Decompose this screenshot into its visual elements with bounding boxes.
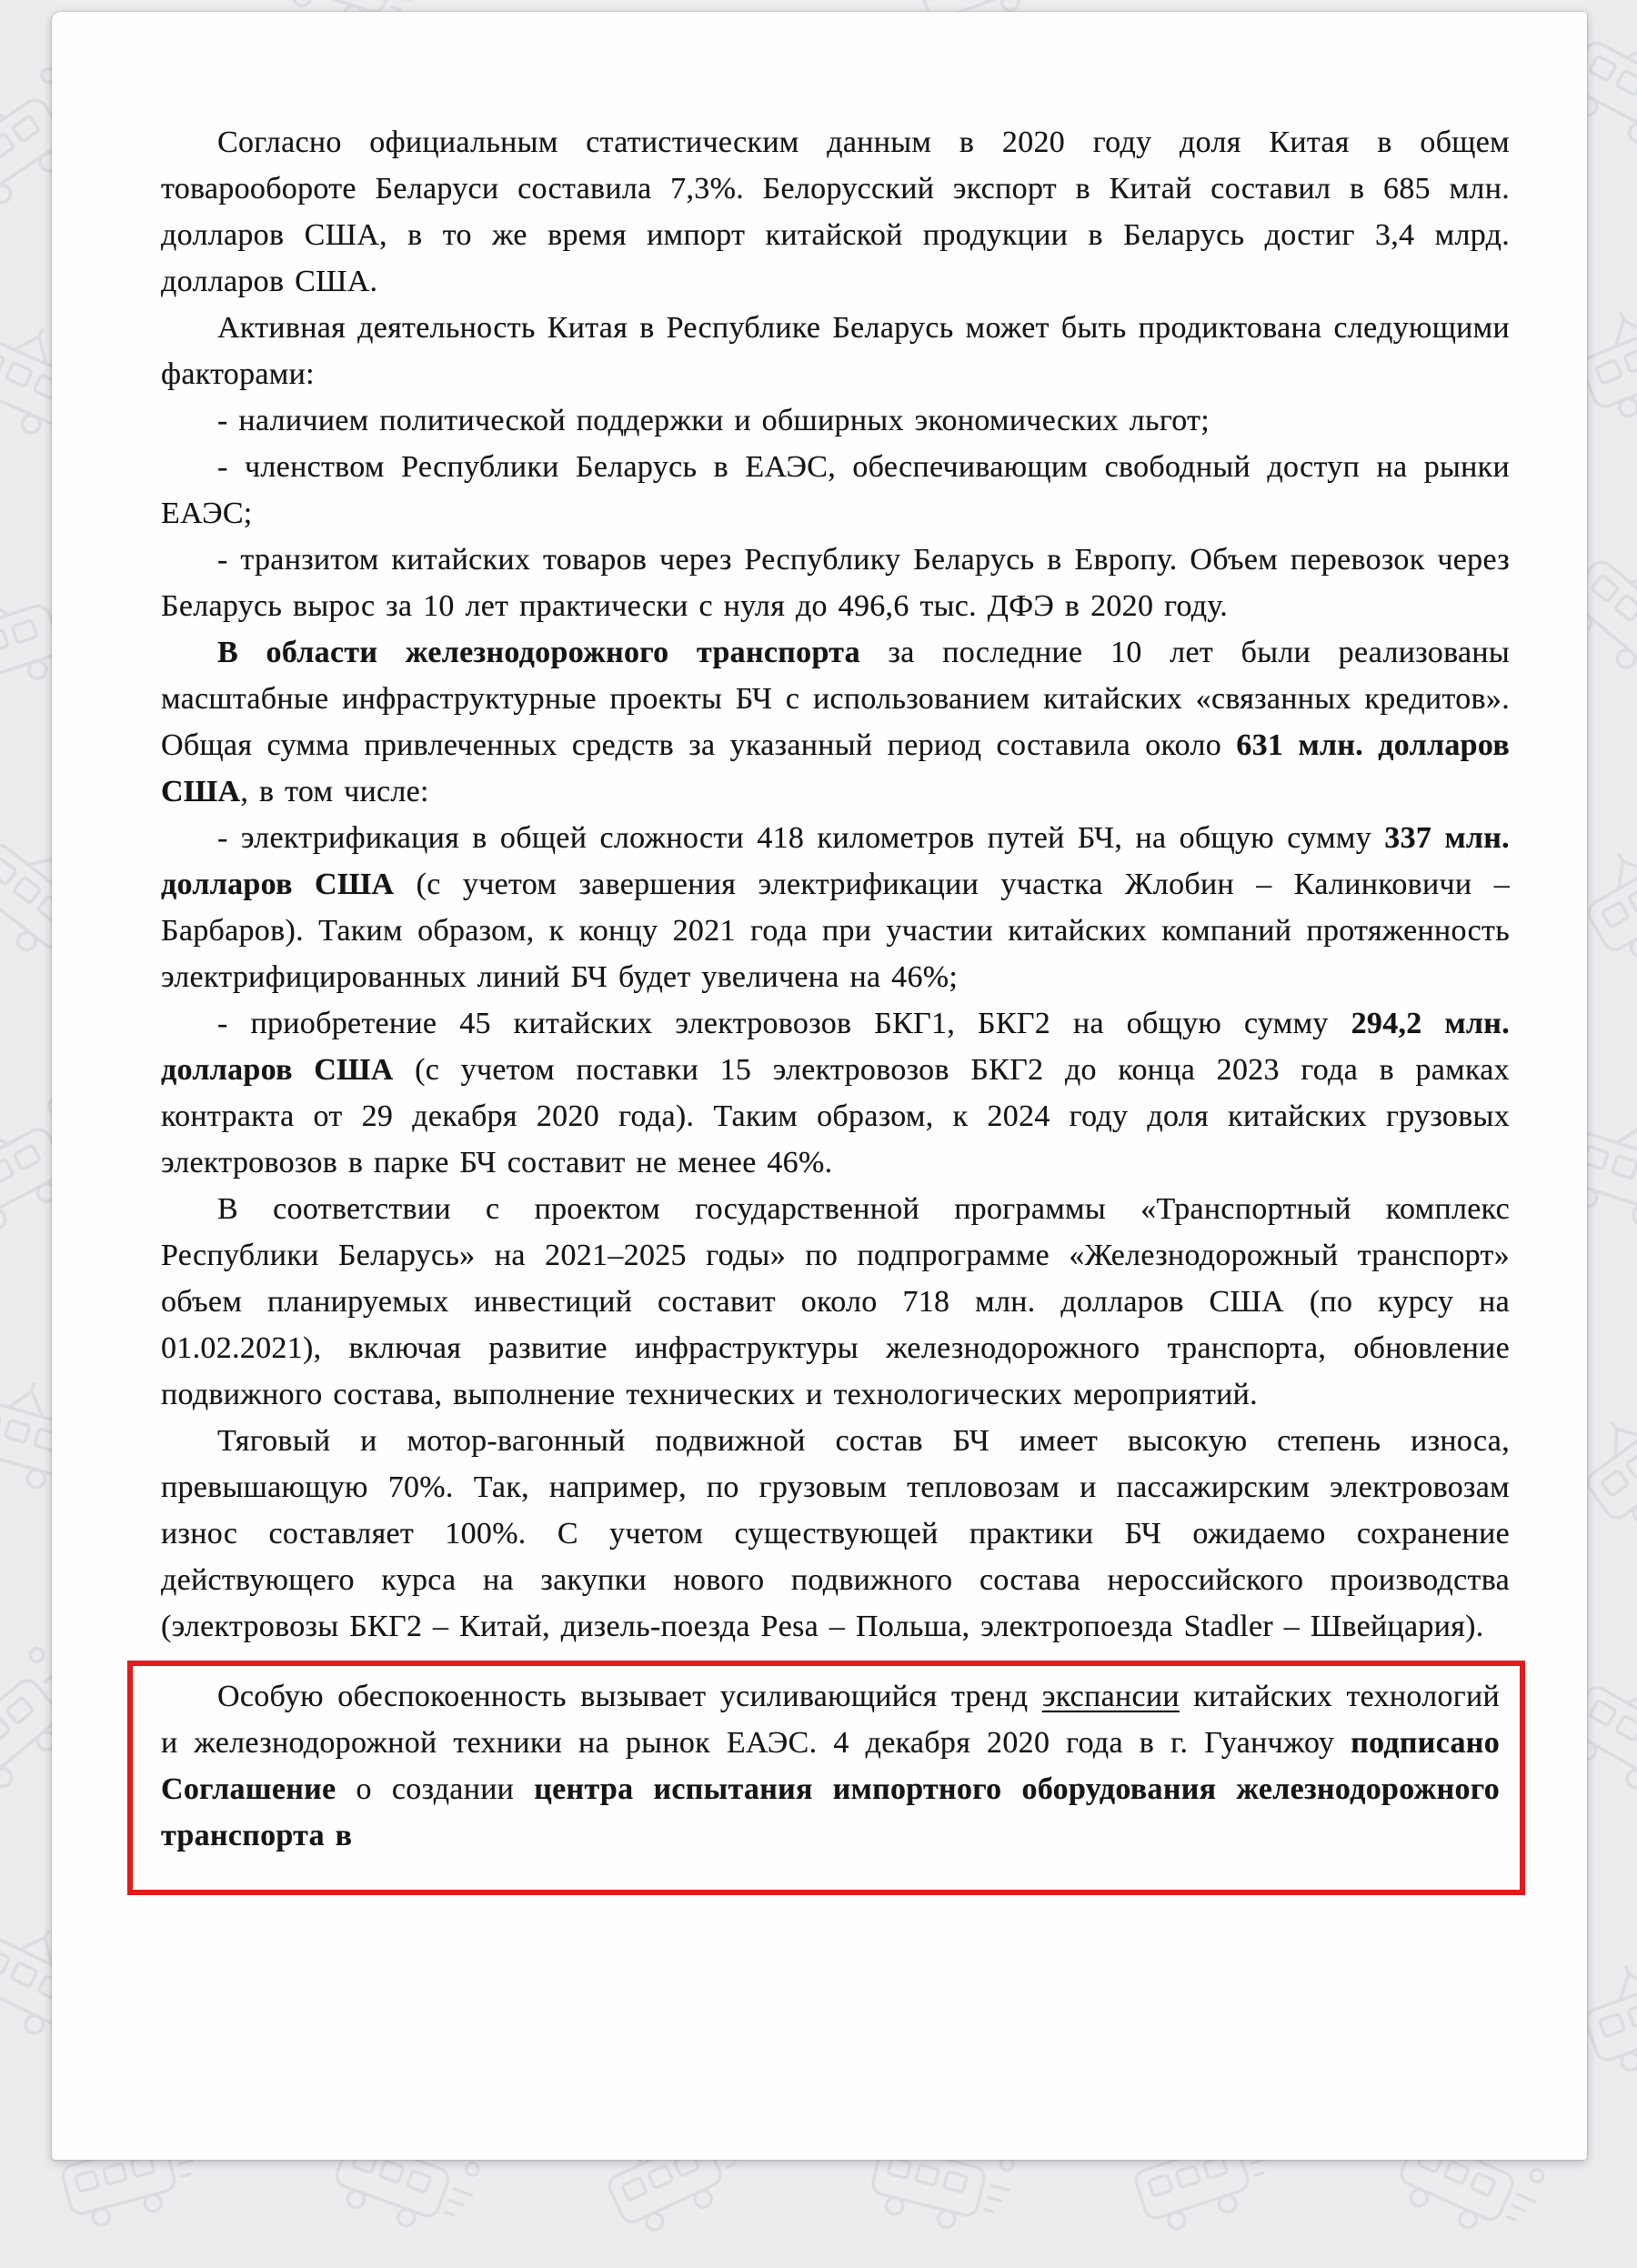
text-run: подписано Соглашение [161,1726,1500,1806]
text-run: - транзитом китайских товаров через Республику Беларусь в Европу. Объем перевозок через Беларусь вырос за 10 лет практически с нуля до 496,6 тыс. ДФЭ в 2020 году. [161,543,1510,623]
text-run: В соответствии с проектом государственной программы «Транспортный комплекс Республики Беларусь» на 2021–2025 годы» по подпрограмме «Железнодорожный транспорт» объем планируемых инвестиций составит около 718 млн. долларов США (по курсу на 01.02.2021), включая развитие инфраструктуры железнодорожного транспорта, обновление подвижного состава, выполнение технических и технологических мероприятий. [161,1192,1510,1411]
text-run: центра испытания импортного оборудования железнодорожного транспорта в [161,1772,1501,1852]
text-run: - наличием политической поддержки и обширных экономических льгот; [217,404,1210,437]
para-trade-stats [161,119,1510,305]
text-run: 631 млн. долларов США [161,728,1510,808]
para-rolling-stock-wear [161,1418,1510,1650]
text-run: экспансии [1041,1680,1180,1713]
text-run: (с учетом завершения электрификации участка Жлобин – Калинковичи – Барбаров). Таким образом, к концу 2021 года при участии китайских компаний протяженность электрифицированных линий БЧ будет увеличена на 46%; [161,868,1510,994]
highlight-box [127,1661,1525,1895]
bullet-locomotive-purchase [161,1000,1510,1186]
document-body [161,119,1510,1895]
text-run: Тяговый и мотор-вагонный подвижной состав БЧ имеет высокую степень износа, превышающую 70%. Так, например, по грузовым тепловозам и пассажирским электровозам износ составляет 100%. С учетом существующей практики БЧ ожидаемо сохранение действующего курса на закупки нового подвижного состава нероссийского производства (электровозы БКГ2 – Китай, дизель-поезда Pesa – Польша, электропоезда Stadler – Швейцария). [161,1424,1510,1643]
text-run: - приобретение 45 китайских электровозов БКГ1, БКГ2 на общую сумму [217,1007,1351,1040]
para-state-program [161,1186,1510,1418]
bullet-political-support [161,397,1510,444]
text-run: , в том числе: [240,775,429,808]
bullet-electrification [161,815,1510,1000]
text-run: за последние 10 лет были реализованы масштабные инфраструктурные проекты БЧ с использованием китайских «связанных кредитов». Общая сумма привлеченных средств за указанный период составила около [161,636,1511,762]
text-run: о создании [336,1772,535,1806]
para-china-activity [161,305,1510,397]
para-railway-projects [161,629,1510,815]
text-run: китайских технологий и железнодорожной техники на рынок ЕАЭС. 4 декабря 2020 года в г. Гуанчжоу [161,1680,1501,1760]
text-run: - членством Республики Беларусь в ЕАЭС, обеспечивающим свободный доступ на рынки ЕАЭС; [161,450,1510,530]
text-run: - электрификация в общей сложности 418 километров путей БЧ, на общую сумму [217,821,1385,855]
text-run: (с учетом поставки 15 электровозов БКГ2 до конца 2023 года в рамках контракта от 29 декабря 2020 года). Таким образом, к 2024 году доля китайских грузовых электровозов в парке БЧ составит не менее 46%. [161,1053,1510,1179]
para-china-expansion-warning [161,1673,1500,1859]
text-run: 294,2 млн. долларов США [161,1007,1510,1087]
text-run: Особую обеспокоенность вызывает усиливающийся тренд [217,1680,1042,1713]
text-run: Согласно официальным статистическим данным в 2020 году доля Китая в общем товарообороте Беларуси составила 7,3%. Белорусский экспорт в Китай составил в 685 млн. долларов США, в то же время импорт китайской продукции в Беларусь достиг 3,4 млрд. долларов США. [161,125,1510,298]
document-page [52,12,1587,2160]
bullet-transit [161,537,1510,629]
text-run: 337 млн. долларов США [161,821,1510,901]
text-run: Активная деятельность Китая в Республике Беларусь может быть продиктована следующими факторами: [161,311,1510,391]
text-run: В области железнодорожного транспорта [217,636,860,669]
bullet-eaeu-membership [161,444,1510,537]
